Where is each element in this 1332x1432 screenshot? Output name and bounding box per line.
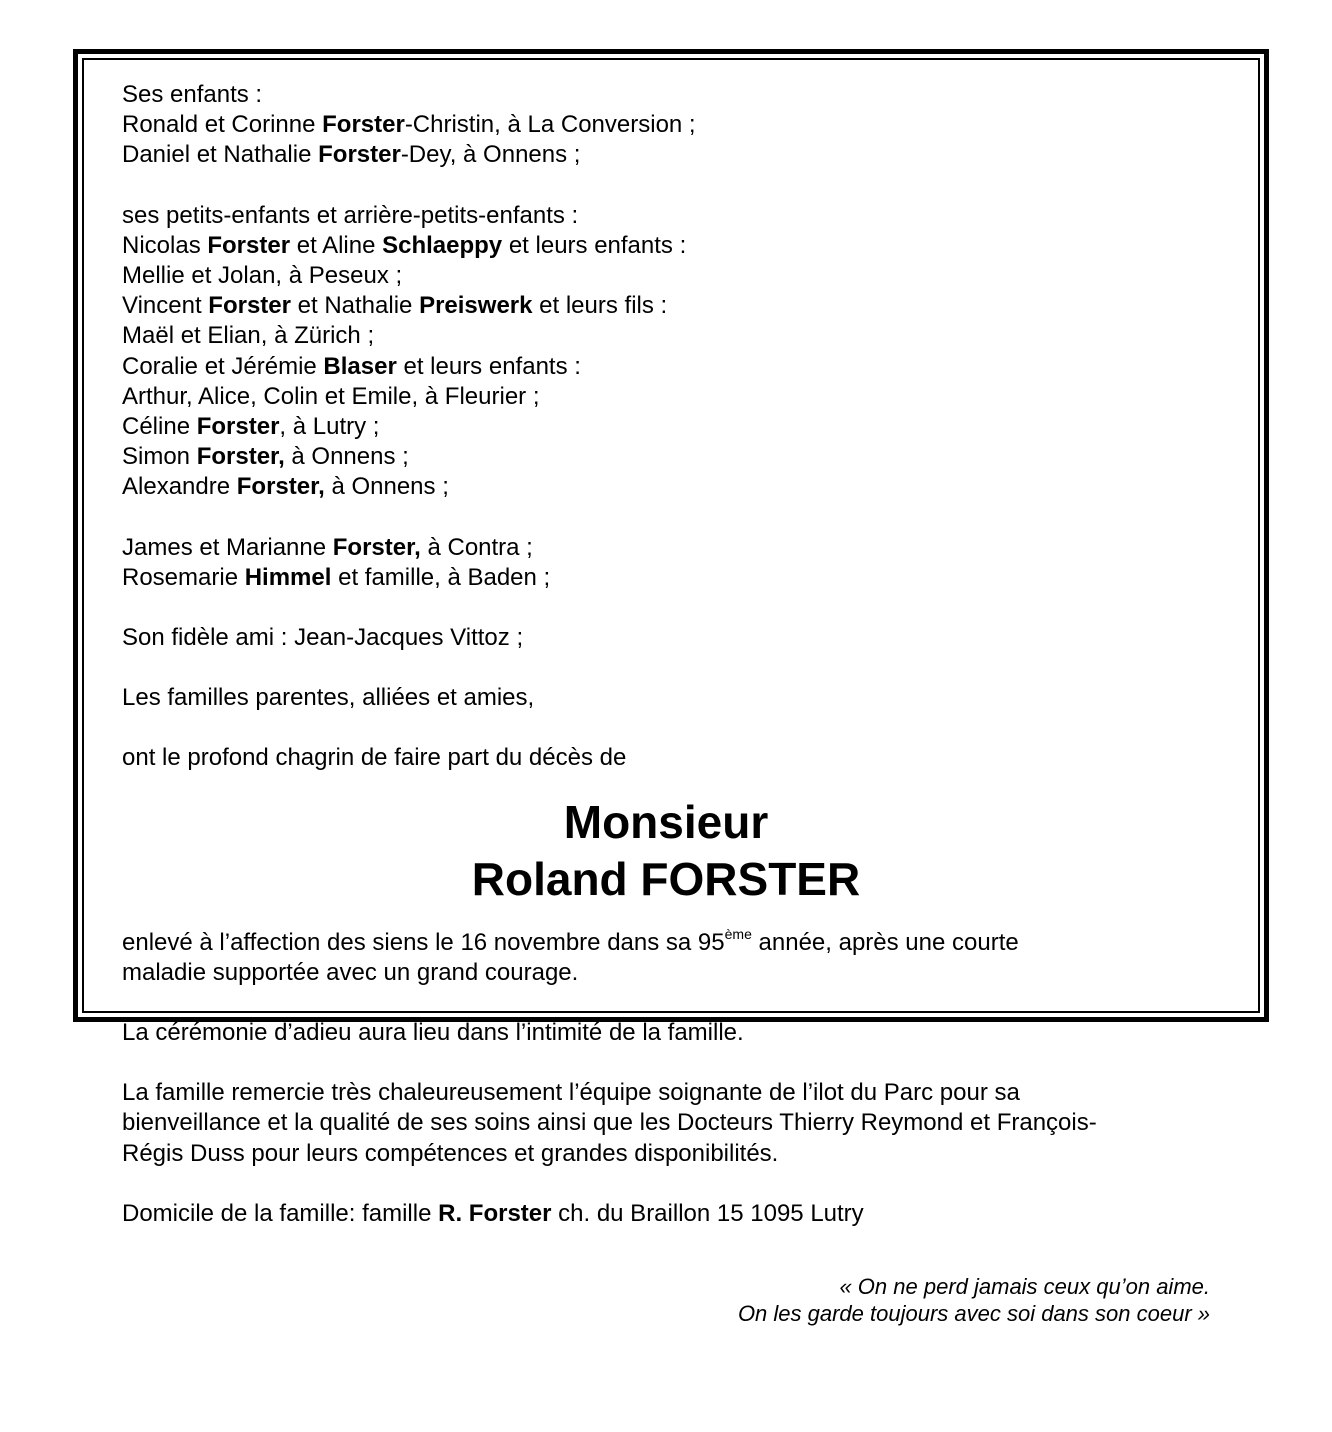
text: et famille, à Baden ; — [331, 563, 551, 591]
text: enlevé à l’affection des siens le 16 novembre dans sa 95 — [122, 928, 725, 956]
text: ch. du Braillon 15 1095 Lutry — [551, 1199, 864, 1227]
surname: Himmel — [244, 563, 332, 591]
grandchild-line-vincent — [122, 291, 1202, 321]
families-line: Les familles parentes, alliées et amies, — [122, 684, 535, 712]
ceremony-line: La cérémonie d’adieu aura lieu dans l’intimité de la famille. — [122, 1019, 744, 1047]
thanks-line-3: Régis Duss pour leurs compétences et grandes disponibilités. — [122, 1139, 779, 1167]
text: et Aline — [290, 231, 383, 259]
grandchild-line-alexandre — [122, 472, 1202, 502]
death-text-line-2: maladie supportée avec un grand courage. — [122, 958, 579, 986]
surname: Preiswerk — [419, 292, 533, 320]
grandchild-line-coralie — [122, 352, 1202, 382]
child-line-daniel — [122, 140, 1202, 170]
text: James et Marianne — [122, 533, 333, 561]
text: Céline — [122, 413, 197, 441]
text: -Dey, à Onnens ; — [400, 141, 581, 169]
text: Daniel et Nathalie — [122, 141, 319, 169]
relative-line-james — [122, 533, 1202, 563]
deceased-name-heading — [0, 794, 1332, 908]
text: Nicolas — [122, 231, 208, 259]
surname: Forster — [318, 141, 401, 169]
text: , à Lutry ; — [279, 413, 380, 441]
child-line-ronald — [122, 110, 1202, 140]
death-text-line-1 — [122, 925, 1202, 958]
surname: Forster, — [236, 473, 325, 501]
announcement-line: ont le profond chagrin de faire part du décès de — [122, 744, 627, 772]
surname: Blaser — [323, 352, 397, 380]
text: Ronald et Corinne — [122, 111, 323, 139]
great-grandchildren-line: Arthur, Alice, Colin et Emile, à Fleurier ; — [122, 382, 540, 410]
text: Rosemarie — [122, 563, 245, 591]
text: à Onnens ; — [284, 443, 409, 471]
surname: Forster — [207, 231, 291, 259]
surname: R. Forster — [438, 1199, 552, 1227]
surname: Forster, — [196, 443, 285, 471]
relative-line-rosemarie — [122, 563, 1202, 593]
text: Simon — [122, 443, 197, 471]
text: Coralie et Jérémie — [122, 352, 324, 380]
grandchildren-heading: ses petits-enfants et arrière-petits-enfants : — [122, 201, 579, 229]
quote-line-1: « On ne perd jamais ceux qu’on aime. — [839, 1274, 1210, 1299]
great-grandchildren-line: Mellie et Jolan, à Peseux ; — [122, 262, 403, 290]
obituary-body — [122, 80, 1202, 1229]
grandchild-line-celine — [122, 412, 1202, 442]
surname: Forster — [322, 111, 405, 139]
text: et leurs enfants : — [396, 352, 581, 380]
text: année, après une courte — [751, 928, 1019, 956]
deceased-name: Roland FORSTER — [471, 852, 861, 905]
text: et leurs enfants : — [502, 231, 687, 259]
ordinal-suffix: ème — [724, 925, 752, 942]
text: à Onnens ; — [324, 473, 449, 501]
friend-line: Son fidèle ami : Jean-Jacques Vittoz ; — [122, 624, 524, 652]
text: à Contra ; — [420, 533, 533, 561]
text: -Christin, à La Conversion ; — [404, 111, 696, 139]
text: Alexandre — [122, 473, 237, 501]
closing-quote — [738, 1273, 1210, 1327]
children-heading: Ses enfants : — [122, 81, 263, 108]
text: Vincent — [122, 292, 209, 320]
text: Domicile de la famille: famille — [122, 1199, 439, 1227]
surname: Schlaeppy — [382, 231, 503, 259]
quote-line-2: On les garde toujours avec soi dans son coeur » — [737, 1301, 1210, 1326]
surname: Forster, — [332, 533, 421, 561]
grandchild-line-simon — [122, 442, 1202, 472]
thanks-line-2: bienveillance et la qualité de ses soins ainsi que les Docteurs Thierry Reymond et François- — [122, 1109, 1097, 1137]
surname: Forster — [196, 413, 280, 441]
text: et leurs fils : — [532, 292, 668, 320]
domicile-line — [122, 1199, 1202, 1229]
surname: Forster — [208, 292, 291, 320]
deceased-title: Monsieur — [563, 795, 769, 848]
grandchild-line-nicolas — [122, 231, 1202, 261]
text: et Nathalie — [290, 292, 420, 320]
thanks-line-1: La famille remercie très chaleureusement l’équipe soignante de l’ilot du Parc pour sa — [122, 1079, 1020, 1107]
great-grandchildren-line: Maël et Elian, à Zürich ; — [122, 322, 375, 350]
